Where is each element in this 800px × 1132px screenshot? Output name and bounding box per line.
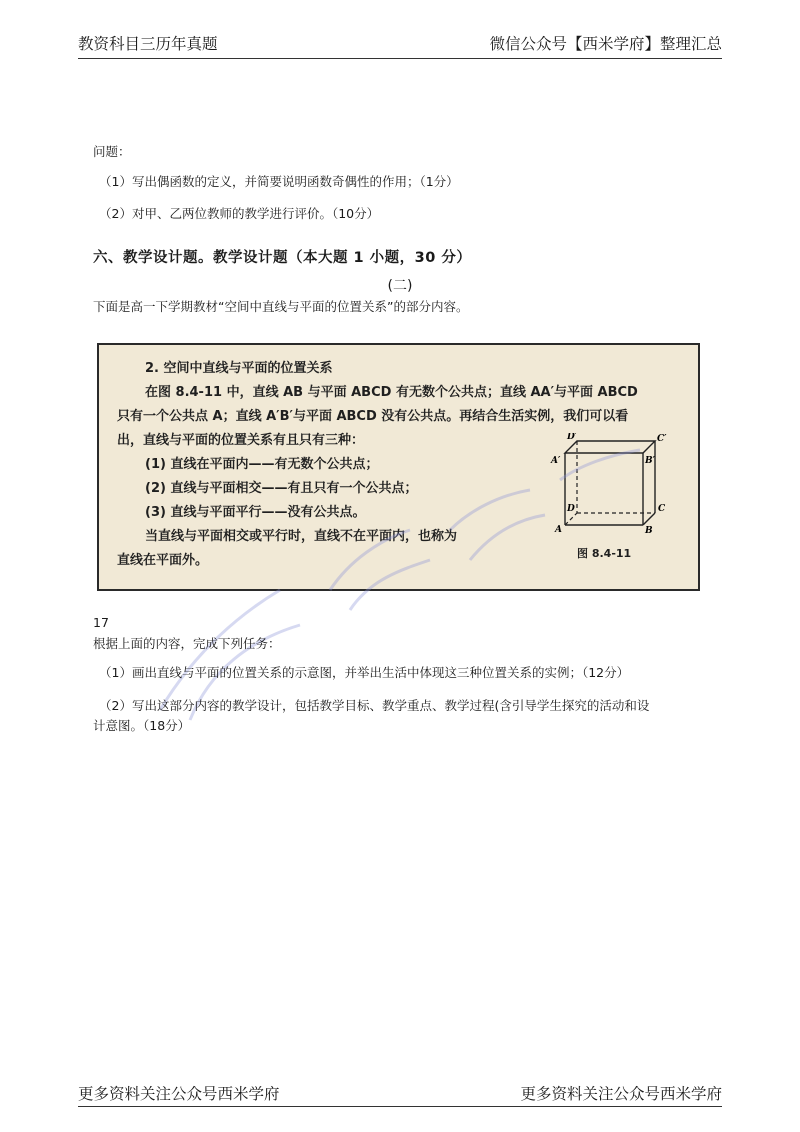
vertex-label-a: A <box>555 525 562 533</box>
excerpt-case-3: (3) 直线与平面平行——没有公共点。 <box>145 505 366 520</box>
excerpt-line-4: 当直线与平面相交或平行时，直线不在平面内，也称为 <box>145 529 458 544</box>
excerpt-line-3: 出，直线与平面的位置关系有且只有三种： <box>117 433 365 448</box>
task-item-2-line-2: 计意图。（18分） <box>93 718 191 733</box>
textbook-excerpt-photo <box>97 343 700 591</box>
vertex-label-d1: D′ <box>567 433 578 442</box>
excerpt-heading: 2. 空间中直线与平面的位置关系 <box>145 361 333 376</box>
task-item-1: （1）画出直线与平面的位置关系的示意图，并举出生活中体现这三种位置关系的实例；（12分） <box>99 665 630 680</box>
footer-right-text: 更多资料关注公众号西米学府 <box>520 1085 722 1103</box>
excerpt-case-1: (1) 直线在平面内——有无数个公共点； <box>145 457 379 472</box>
question-item-2: （2）对甲、乙两位教师的教学进行评价。（10分） <box>99 206 380 221</box>
page-footer <box>78 1084 722 1107</box>
task-lead: 根据上面的内容，完成下列任务： <box>93 636 281 651</box>
section-intro: 下面是高一下学期教材“空间中直线与平面的位置关系”的部分内容。 <box>93 299 469 314</box>
question-number: 17 <box>93 615 109 630</box>
question-label: 问题： <box>93 144 131 159</box>
page-header <box>78 34 722 59</box>
excerpt-case-2: (2) 直线与平面相交——有且只有一个公共点； <box>145 481 418 496</box>
vertex-label-c: C <box>658 504 666 514</box>
section-sub-label: (二) <box>387 278 413 294</box>
figure-caption: 图 8.4-11 <box>577 547 632 560</box>
header-right-text: 微信公众号【西米学府】整理汇总 <box>489 35 722 53</box>
excerpt-line-5: 直线在平面外。 <box>117 553 209 568</box>
vertex-label-a1: A′ <box>551 456 561 466</box>
vertex-label-b: B <box>645 526 653 533</box>
vertex-label-d: D <box>567 504 575 514</box>
section-six-title: 六、教学设计题。教学设计题（本大题 1 小题，30 分） <box>93 250 472 266</box>
footer-left-text: 更多资料关注公众号西米学府 <box>78 1085 280 1103</box>
vertex-label-c1: C′ <box>657 434 667 444</box>
header-left-text: 教资科目三历年真题 <box>78 35 218 53</box>
question-item-1: （1）写出偶函数的定义，并简要说明函数奇偶性的作用；（1分） <box>99 174 459 189</box>
excerpt-line-2: 只有一个公共点 A；直线 A′B′与平面 ABCD 没有公共点。再结合生活实例，我们可以看 <box>117 409 629 424</box>
vertex-label-b1: B′ <box>645 456 655 466</box>
cuboid-figure <box>529 433 669 533</box>
excerpt-line-1: 在图 8.4-11 中，直线 AB 与平面 ABCD 有无数个公共点；直线 AA′与平面 ABCD <box>145 385 638 400</box>
task-item-2-line-1: （2）写出这部分内容的教学设计，包括教学目标、教学重点、教学过程(含引导学生探究的活动和设 <box>99 698 650 713</box>
